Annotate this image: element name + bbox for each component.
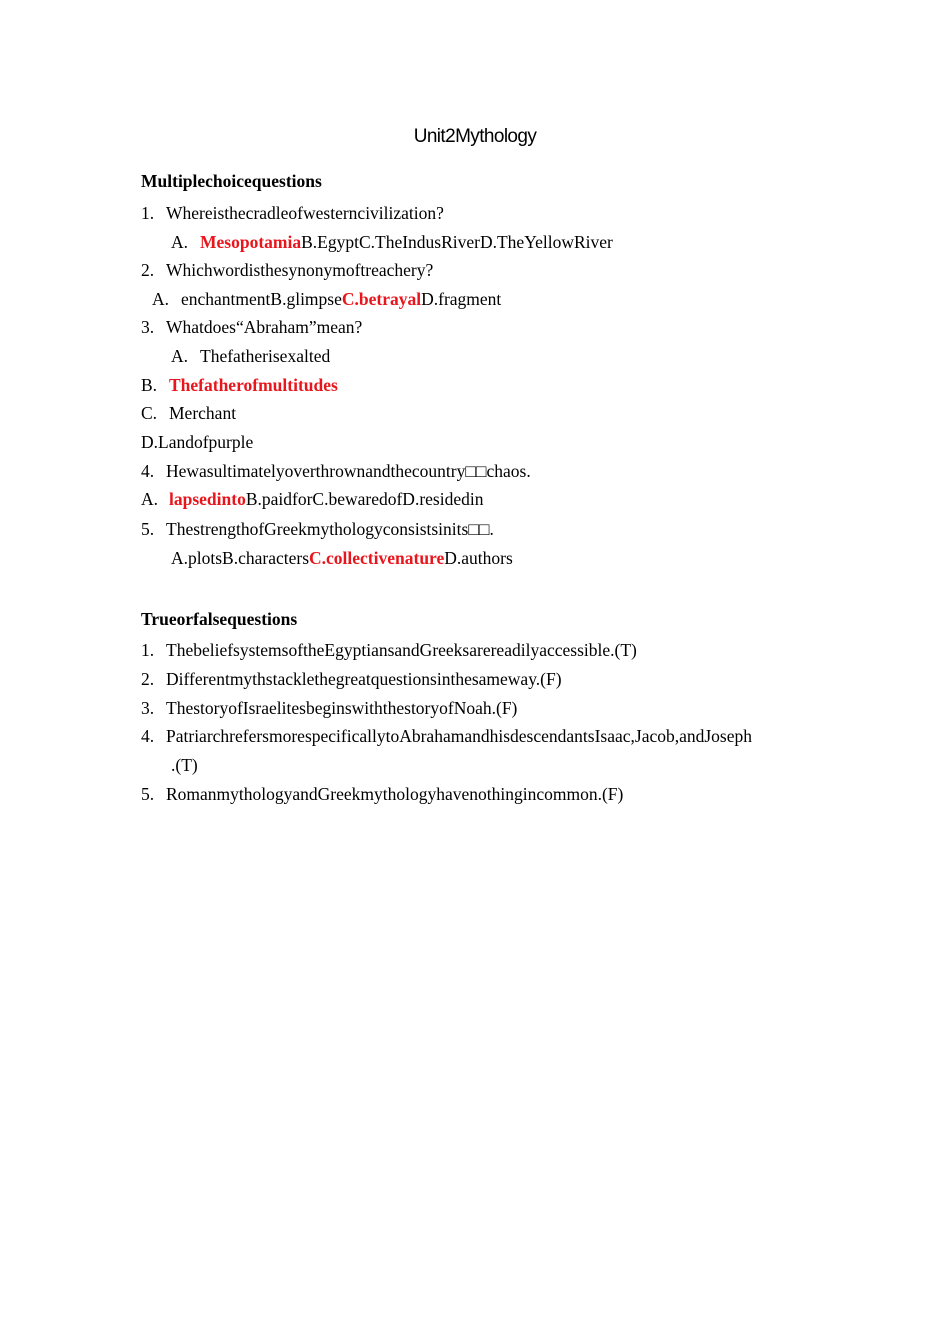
question-3-option-c — [141, 402, 236, 424]
other-options: B.EgyptC.TheIndusRiverD.TheYellowRiver — [301, 232, 613, 252]
option-letter: C. — [141, 403, 158, 423]
other-options: D.fragment — [421, 289, 502, 309]
other-options: D.authors — [444, 548, 513, 568]
question-1 — [141, 202, 444, 224]
item-number: 5. — [141, 784, 155, 804]
tf-item — [141, 725, 752, 747]
question-3-option-a — [171, 345, 330, 367]
question-number: 1. — [141, 203, 155, 223]
page-title: Unit2Mythology — [413, 126, 537, 147]
option-letter: A. — [141, 489, 159, 509]
question-2-options — [152, 288, 501, 310]
question-number: 5. — [141, 519, 155, 539]
question-text: Whereisthecradleofwesterncivilization? — [166, 203, 444, 223]
option-text: Merchant — [169, 403, 237, 423]
item-number: 4. — [141, 726, 155, 746]
mc-heading: Multiplechoicequestions — [141, 171, 322, 191]
question-5-options — [171, 547, 513, 569]
tf-item-continuation: .(T) — [171, 755, 198, 775]
question-text: Hewasultimatelyoverthrownandthecountry□□chaos. — [166, 461, 531, 481]
correct-answer: lapsedinto — [169, 489, 246, 509]
option-letter: A. — [171, 232, 189, 252]
other-options: B.paidforC.bewaredofD.residedin — [245, 489, 484, 509]
item-number: 1. — [141, 640, 155, 660]
question-3-option-d: D.Landofpurple — [141, 432, 254, 452]
question-4-options — [141, 488, 483, 510]
other-options: enchantmentB.glimpse — [181, 289, 342, 309]
correct-answer: C.collectivenature — [309, 548, 445, 568]
correct-answer: Thefatherofmultitudes — [169, 375, 338, 395]
option-letter: A. — [171, 346, 189, 366]
question-5 — [141, 518, 494, 540]
question-1-options — [171, 231, 613, 253]
item-text: ThestoryofIsraelitesbeginswiththestoryofNoah.(F) — [166, 698, 518, 718]
option-letter: B. — [141, 375, 158, 395]
question-number: 2. — [141, 260, 155, 280]
tf-item — [141, 697, 517, 719]
tf-item — [141, 783, 623, 805]
tf-item — [141, 639, 637, 661]
question-2 — [141, 259, 433, 281]
question-text: ThestrengthofGreekmythologyconsistsinits□□. — [166, 519, 494, 539]
option-text: Thefatherisexalted — [200, 346, 331, 366]
question-number: 3. — [141, 317, 155, 337]
item-text: RomanmythologyandGreekmythologyhavenothingincommon.(F) — [166, 784, 624, 804]
question-text: Whatdoes“Abraham”mean? — [166, 317, 363, 337]
tf-item — [141, 668, 562, 690]
question-3 — [141, 316, 362, 338]
other-options: A.plotsB.characters — [171, 548, 310, 568]
option-letter: A. — [152, 289, 170, 309]
question-text: Whichwordisthesynonymoftreachery? — [166, 260, 434, 280]
question-3-option-b — [141, 374, 338, 396]
question-number: 4. — [141, 461, 155, 481]
item-text: PatriarchrefersmorespecificallytoAbrahamandhisdescendantsIsaac,Jacob,andJoseph — [166, 726, 753, 746]
correct-answer: Mesopotamia — [200, 232, 302, 252]
item-number: 2. — [141, 669, 155, 689]
question-4 — [141, 460, 531, 482]
correct-answer: C.betrayal — [341, 289, 422, 309]
tf-heading: Trueorfalsequestions — [141, 609, 298, 629]
item-text: ThebeliefsystemsoftheEgyptiansandGreeksarereadilyaccessible.(T) — [166, 640, 637, 660]
item-text: Differentmythstacklethegreatquestionsinthesameway.(F) — [166, 669, 562, 689]
item-number: 3. — [141, 698, 155, 718]
